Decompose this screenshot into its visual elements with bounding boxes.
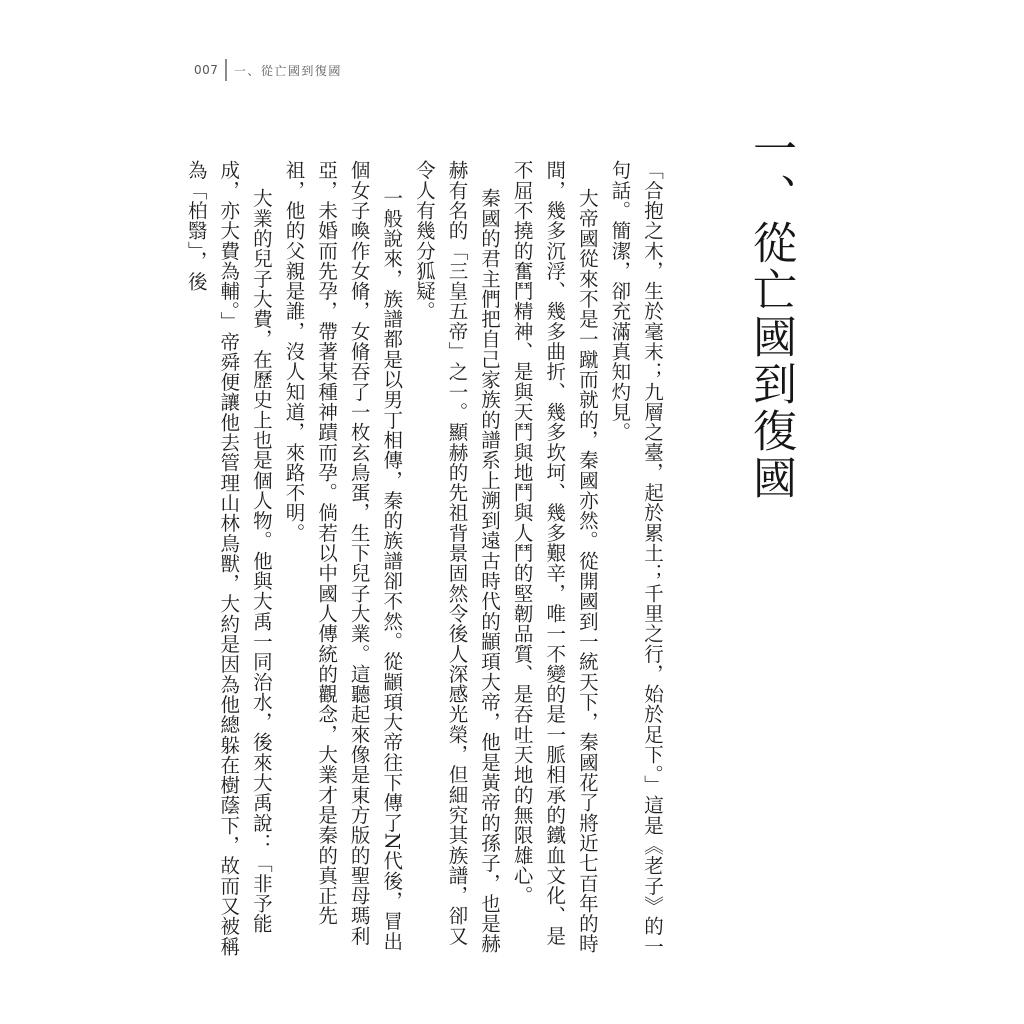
running-header-chapter: 一、從亡國到復國 xyxy=(233,63,342,78)
running-header xyxy=(194,58,342,82)
paragraph-1: 「合抱之木，生於毫末；九層之臺，起於累土；千里之行，始於足下。」這是《老子》的一句話。簡潔，卻充滿真知灼見。 xyxy=(608,160,664,957)
paragraph-3: 秦國的君主們把自己家族的譜系上溯到遠古時代的顓頊大帝，他是黃帝的孫子，也是赫赫有名的「三皇五帝」之一。顯赫的先祖背景固然令後人深感光榮，但細究其族譜，卻又令人有幾分狐疑。 xyxy=(412,160,502,954)
page-number: 007 xyxy=(194,63,219,77)
chapter-title: 一、從亡國到復國 xyxy=(745,126,796,502)
body-text xyxy=(184,160,668,960)
paragraph-4: 一般說來，族譜都是以男丁相傳，秦的族譜卻不然。從顓頊大帝往下傳了N代後，冒出個女子喚作女脩，女脩吞了一枚玄鳥蛋，生下兒子大業。這聽起來像是東方版的聖母瑪利亞，未婚而先孕，帶著某種神蹟而孕。倘若以中國人傳統的觀念，大業才是秦的真正先祖，他的父親是誰，沒人知道，來路不明。 xyxy=(282,160,404,952)
paragraph-2: 大帝國從來不是一蹴而就的，秦國亦然。從開國到一統天下，秦國花了將近七百年的時間，幾多沉浮、幾多曲折、幾多坎坷、幾多艱辛，唯一不變的是一脈相承的鐵血文化、是不屈不撓的奮鬥精神、是與天鬥與地鬥與人鬥的堅韌品質、是吞吐天地的無限雄心。 xyxy=(510,160,599,954)
paragraph-5: 大業的兒子大費，在歷史上也是個人物。他與大禹一同治水，後來大禹說：「非予能成，亦大費為輔。」帝舜便讓他去管理山林鳥獸，大約是因為他總躲在樹蔭下，故而又被稱為「柏翳」，後 xyxy=(184,160,273,957)
header-divider xyxy=(225,59,227,81)
